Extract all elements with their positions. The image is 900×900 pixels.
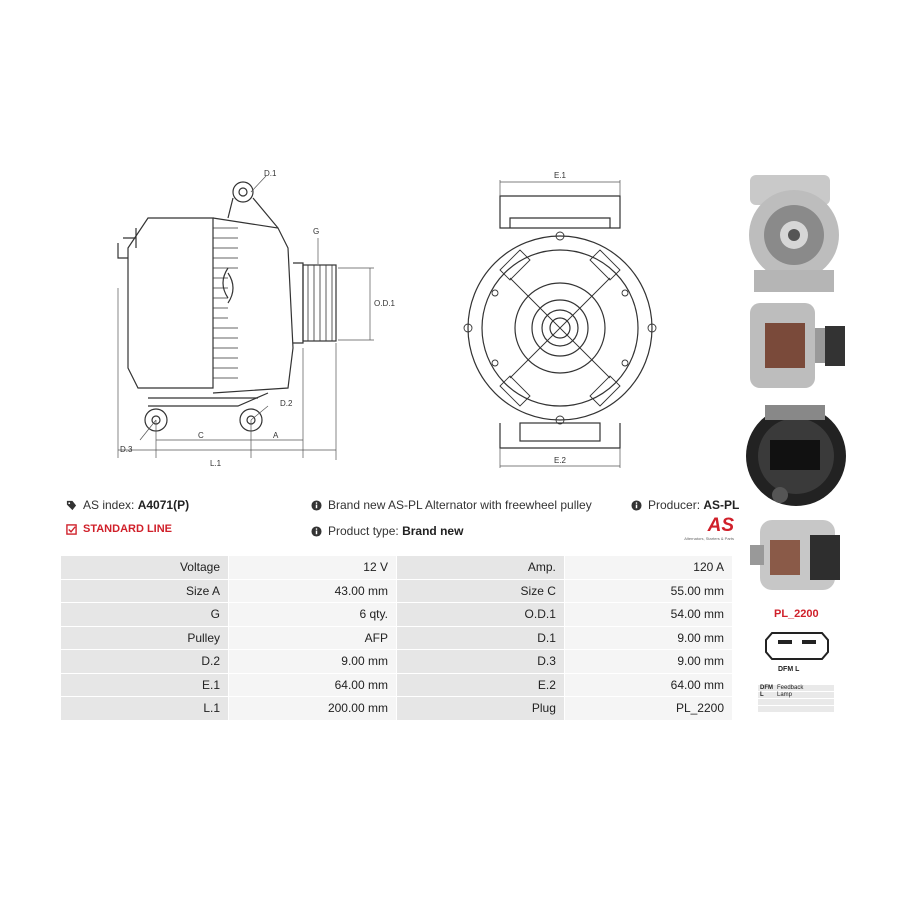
pin-desc bbox=[775, 706, 834, 713]
spec-value: 9.00 mm bbox=[564, 626, 732, 650]
spec-label: E.1 bbox=[61, 673, 229, 697]
spec-row bbox=[61, 697, 733, 721]
product-type-line bbox=[311, 524, 463, 538]
standard-line bbox=[66, 523, 172, 535]
pin-row bbox=[758, 699, 834, 706]
spec-label: Size A bbox=[61, 579, 229, 603]
spec-value: 9.00 mm bbox=[564, 650, 732, 674]
spec-row bbox=[61, 579, 733, 603]
label-e1: E.1 bbox=[554, 171, 567, 180]
spec-label: Plug bbox=[396, 697, 564, 721]
tags-icon bbox=[66, 500, 77, 511]
spec-value: 9.00 mm bbox=[229, 650, 397, 674]
as-index-value: A4071(P) bbox=[137, 498, 190, 512]
label-a: A bbox=[273, 431, 279, 440]
info-icon bbox=[631, 500, 642, 511]
pin-key: DFM bbox=[760, 685, 773, 691]
spec-label: Amp. bbox=[396, 556, 564, 580]
product-photo-rear bbox=[740, 400, 852, 512]
product-photo-angle bbox=[740, 515, 852, 603]
label-od1: O.D.1 bbox=[374, 299, 395, 308]
spec-value: 12 V bbox=[229, 556, 397, 580]
product-type-label: Product type: bbox=[328, 524, 399, 538]
spec-row bbox=[61, 626, 733, 650]
spec-label: D.1 bbox=[396, 626, 564, 650]
spec-label: Voltage bbox=[61, 556, 229, 580]
pin-desc: Feedback bbox=[775, 685, 834, 692]
spec-value: 64.00 mm bbox=[564, 673, 732, 697]
product-photo-front bbox=[740, 170, 852, 295]
spec-value: 64.00 mm bbox=[229, 673, 397, 697]
spec-label: D.2 bbox=[61, 650, 229, 674]
spec-label: D.3 bbox=[396, 650, 564, 674]
plug-code: PL_2200 bbox=[774, 608, 819, 620]
label-d3: D.3 bbox=[120, 445, 133, 454]
product-photo-side bbox=[740, 298, 852, 398]
spec-label: L.1 bbox=[61, 697, 229, 721]
product-type-value: Brand new bbox=[402, 524, 464, 538]
spec-label: O.D.1 bbox=[396, 603, 564, 627]
label-d2: D.2 bbox=[280, 399, 293, 408]
producer-line bbox=[631, 498, 739, 512]
as-logo bbox=[672, 516, 734, 546]
as-logo-mark: AS bbox=[707, 515, 734, 536]
as-logo-tagline: Alternators, Starters & Parts bbox=[684, 536, 734, 541]
spec-value: 54.00 mm bbox=[564, 603, 732, 627]
plug-pins-label: DFM L bbox=[778, 666, 800, 673]
spec-value: 6 qty. bbox=[229, 603, 397, 627]
pin-row bbox=[758, 706, 834, 713]
spec-value: 43.00 mm bbox=[229, 579, 397, 603]
label-e2: E.2 bbox=[554, 456, 567, 465]
pin-table bbox=[758, 685, 834, 713]
as-index-label: AS index: bbox=[83, 498, 135, 512]
plug-connector-diagram bbox=[764, 628, 830, 673]
producer-label: Producer: bbox=[648, 498, 701, 512]
label-d1: D.1 bbox=[264, 169, 277, 178]
spec-row bbox=[61, 673, 733, 697]
label-l1: L.1 bbox=[210, 459, 222, 468]
pin-key: L bbox=[758, 692, 775, 699]
as-index-line bbox=[66, 498, 189, 512]
info-icon bbox=[311, 500, 322, 511]
label-g: G bbox=[313, 227, 320, 236]
label-c: C bbox=[198, 431, 204, 440]
checkbox-icon bbox=[66, 524, 77, 535]
pin-desc bbox=[775, 699, 834, 706]
spec-table bbox=[60, 555, 733, 721]
spec-value: 55.00 mm bbox=[564, 579, 732, 603]
standard-line-label: STANDARD LINE bbox=[83, 523, 173, 535]
description-line bbox=[311, 498, 592, 512]
producer-value: AS-PL bbox=[703, 498, 740, 512]
spec-value: AFP bbox=[229, 626, 397, 650]
spec-row bbox=[61, 556, 733, 580]
spec-label: Size C bbox=[396, 579, 564, 603]
front-view-drawing bbox=[455, 168, 670, 473]
pin-key bbox=[758, 706, 775, 713]
spec-value: PL_2200 bbox=[564, 697, 732, 721]
spec-row bbox=[61, 650, 733, 674]
spec-row bbox=[61, 603, 733, 627]
description-text: Brand new AS-PL Alternator with freewheel pulley bbox=[328, 498, 592, 512]
spec-label: G bbox=[61, 603, 229, 627]
spec-label: Pulley bbox=[61, 626, 229, 650]
spec-value: 120 A bbox=[564, 556, 732, 580]
spec-value: 200.00 mm bbox=[229, 697, 397, 721]
spec-label: E.2 bbox=[396, 673, 564, 697]
info-icon bbox=[311, 526, 322, 537]
pin-desc: Lamp bbox=[775, 692, 834, 699]
pin-row bbox=[758, 692, 834, 699]
pin-key bbox=[758, 699, 775, 706]
side-view-drawing bbox=[108, 168, 408, 468]
